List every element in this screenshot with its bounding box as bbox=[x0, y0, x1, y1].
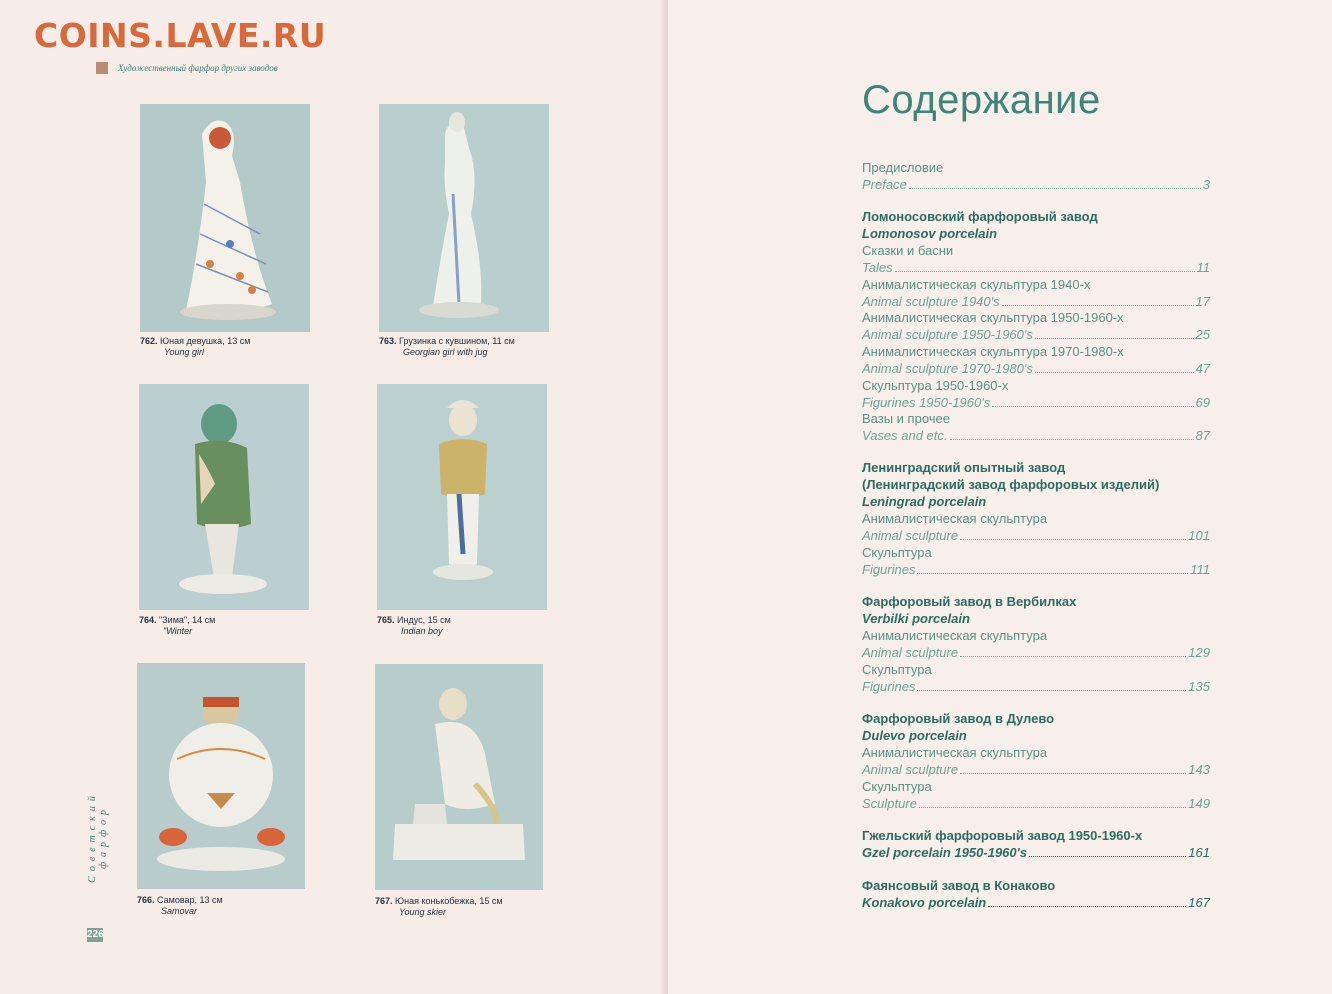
figure-number: 767. bbox=[375, 896, 393, 906]
toc-entry-en: Animal sculpture 1950-1960's bbox=[862, 327, 1033, 342]
figure-number: 765. bbox=[377, 615, 395, 625]
toc-leader bbox=[1029, 856, 1186, 857]
toc-entry-label: Скульптура bbox=[862, 779, 932, 794]
toc-page-number: 129 bbox=[1188, 645, 1210, 660]
figure-caption-766 bbox=[137, 895, 223, 917]
toc-leader bbox=[950, 439, 1194, 440]
toc-entry[interactable] bbox=[862, 428, 1210, 444]
figure-title-ru: "Зима", 14 см bbox=[159, 615, 216, 625]
toc-section-title-en: Dulevo porcelain bbox=[862, 728, 967, 743]
toc-entry[interactable] bbox=[862, 679, 1210, 695]
toc-title: Содержание bbox=[862, 78, 1101, 122]
figure-title-en: Indian boy bbox=[401, 626, 443, 636]
toc-entry-en: Animal sculpture bbox=[862, 645, 959, 660]
figure-title-en: Georgian girl with jug bbox=[403, 347, 488, 357]
figure-title-en: Young girl bbox=[164, 347, 205, 357]
running-header: Художественный фарфор других заводов bbox=[118, 63, 278, 73]
figure-caption-763 bbox=[379, 336, 515, 358]
toc-leader bbox=[960, 773, 1186, 774]
toc-entry[interactable] bbox=[862, 845, 1210, 861]
toc-page-number: 135 bbox=[1188, 679, 1210, 694]
figure-number: 764. bbox=[139, 615, 157, 625]
toc-entry-label: Скульптура bbox=[862, 662, 932, 677]
figure-caption-764 bbox=[139, 615, 215, 637]
toc-entry-en: Tales bbox=[862, 260, 893, 275]
toc-entry-en: Animal sculpture 1940's bbox=[862, 294, 1000, 309]
figure-title-ru: Юная конькобежка, 15 см bbox=[395, 896, 503, 906]
toc-entry-label: Анималистическая скульптура bbox=[862, 745, 1048, 760]
toc-entry[interactable] bbox=[862, 645, 1210, 661]
toc-page-number: 161 bbox=[1188, 845, 1210, 860]
toc-entry-label: Скульптура 1950-1960-х bbox=[862, 378, 1009, 393]
toc-page-number: 25 bbox=[1195, 327, 1210, 342]
toc-entry[interactable] bbox=[862, 528, 1210, 544]
toc-section-title: Фаянсовый завод в Конаково bbox=[862, 878, 1056, 893]
figure-photo-765 bbox=[377, 384, 547, 610]
toc-entry[interactable] bbox=[862, 796, 1210, 812]
toc-entry[interactable] bbox=[862, 895, 1210, 911]
toc-section-title: Фарфоровый завод в Вербилках bbox=[862, 594, 1077, 609]
toc-section-subtitle: (Ленинградский завод фарфоровых изделий) bbox=[862, 477, 1160, 492]
toc-entry-label: Анималистическая скульптура bbox=[862, 511, 1048, 526]
figure-photo-764 bbox=[139, 384, 309, 610]
toc-page-number: 69 bbox=[1195, 395, 1210, 410]
toc-entry[interactable] bbox=[862, 361, 1210, 377]
toc-page-number: 87 bbox=[1195, 428, 1210, 443]
toc-page-number: 47 bbox=[1195, 361, 1210, 376]
toc-section-title-en: Lomonosov porcelain bbox=[862, 226, 998, 241]
toc-leader bbox=[992, 406, 1193, 407]
toc-entry-label: Анималистическая скульптура 1950-1960-х bbox=[862, 310, 1124, 325]
toc-leader bbox=[1035, 338, 1194, 339]
toc-page-number: 17 bbox=[1195, 294, 1210, 309]
figure-number: 762. bbox=[140, 336, 158, 346]
figure-photo-767 bbox=[375, 664, 543, 890]
figure-photo-762 bbox=[140, 104, 310, 332]
toc-page-number: 101 bbox=[1188, 528, 1210, 543]
toc-entry-en: Figurines bbox=[862, 562, 916, 577]
toc-entry[interactable] bbox=[862, 395, 1210, 411]
toc-page-number: 149 bbox=[1188, 796, 1210, 811]
toc-section-title: Ломоносовский фарфоровый завод bbox=[862, 209, 1098, 224]
toc-page-number: 11 bbox=[1196, 260, 1210, 275]
figure-number: 766. bbox=[137, 895, 155, 905]
figure-title-en: "Winter bbox=[163, 626, 193, 636]
toc-section-title-en: Leningrad porcelain bbox=[862, 494, 987, 509]
toc-section-title-en: Verbilki porcelain bbox=[862, 611, 970, 626]
toc-page-number: 167 bbox=[1188, 895, 1210, 910]
toc-leader bbox=[917, 573, 1188, 574]
toc-entry-en: Vases and etc. bbox=[862, 428, 948, 443]
toc-section-title: Гжельский фарфоровый завод 1950-1960-х bbox=[862, 828, 1143, 843]
toc-entry-en: Animal sculpture bbox=[862, 528, 959, 543]
figure-caption-762 bbox=[140, 336, 250, 358]
toc-page-number: 3 bbox=[1202, 177, 1210, 192]
toc-leader bbox=[988, 906, 1186, 907]
page-number: 226 bbox=[87, 929, 104, 940]
toc-leader bbox=[960, 539, 1186, 540]
figure-caption-767 bbox=[375, 896, 503, 918]
toc-entry-en: Sculpture bbox=[862, 796, 917, 811]
toc-section-title-en: Konakovo porcelain bbox=[862, 895, 987, 910]
toc-entry-label: Сказки и басни bbox=[862, 243, 954, 258]
toc-entry[interactable] bbox=[862, 294, 1210, 310]
vertical-running-title bbox=[78, 760, 118, 920]
toc-entry-label: Анималистическая скульптура 1940-х bbox=[862, 277, 1091, 292]
toc-section-title-en: Gzel porcelain 1950-1960's bbox=[862, 845, 1027, 860]
toc-entry-en: Preface bbox=[862, 177, 907, 192]
site-watermark: COINS.LAVE.RU bbox=[34, 16, 327, 55]
toc-leader bbox=[909, 188, 1201, 189]
toc-entry[interactable] bbox=[862, 562, 1210, 578]
toc-entry-en: Figurines 1950-1960's bbox=[862, 395, 991, 410]
toc-entry-label: Скульптура bbox=[862, 545, 932, 560]
toc-entry-label: Предисловие bbox=[862, 160, 944, 175]
toc-leader bbox=[917, 690, 1186, 691]
figure-number: 763. bbox=[379, 336, 397, 346]
figure-photo-766 bbox=[137, 663, 305, 889]
toc-entry-label: Анималистическая скульптура bbox=[862, 628, 1048, 643]
toc-entry[interactable] bbox=[862, 177, 1210, 193]
toc-entry-en: Animal sculpture bbox=[862, 762, 959, 777]
toc-page-number: 143 bbox=[1188, 762, 1210, 777]
toc-leader bbox=[895, 271, 1195, 272]
toc-entry-label: Вазы и прочее bbox=[862, 411, 950, 426]
figure-title-en: Young skier bbox=[399, 907, 447, 917]
toc-leader bbox=[1002, 305, 1194, 306]
toc-entry[interactable] bbox=[862, 762, 1210, 778]
figure-title-ru: Самовар, 13 см bbox=[157, 895, 223, 905]
figure-caption-765 bbox=[377, 615, 451, 637]
header-marker bbox=[96, 62, 108, 74]
toc-leader bbox=[960, 656, 1186, 657]
vertical-running-title-text: Советский фарфор bbox=[87, 791, 109, 883]
toc-entry[interactable] bbox=[862, 260, 1210, 276]
toc-entry-en: Animal sculpture 1970-1980's bbox=[862, 361, 1033, 376]
toc-entry[interactable] bbox=[862, 327, 1210, 343]
toc-page-number: 111 bbox=[1190, 562, 1210, 577]
toc-leader bbox=[919, 807, 1186, 808]
figure-title-ru: Грузинка с кувшином, 11 см bbox=[399, 336, 515, 346]
toc-entry-label: Анималистическая скульптура 1970-1980-х bbox=[862, 344, 1124, 359]
figure-title-ru: Юная девушка, 13 см bbox=[160, 336, 251, 346]
toc-section-title: Фарфоровый завод в Дулево bbox=[862, 711, 1055, 726]
figure-title-en: Samovar bbox=[161, 906, 198, 916]
toc-section-title: Ленинградский опытный завод bbox=[862, 460, 1066, 475]
toc-entry-en: Figurines bbox=[862, 679, 916, 694]
figure-photo-763 bbox=[379, 104, 549, 332]
toc-leader bbox=[1035, 372, 1194, 373]
figure-title-ru: Индус, 15 см bbox=[397, 615, 451, 625]
